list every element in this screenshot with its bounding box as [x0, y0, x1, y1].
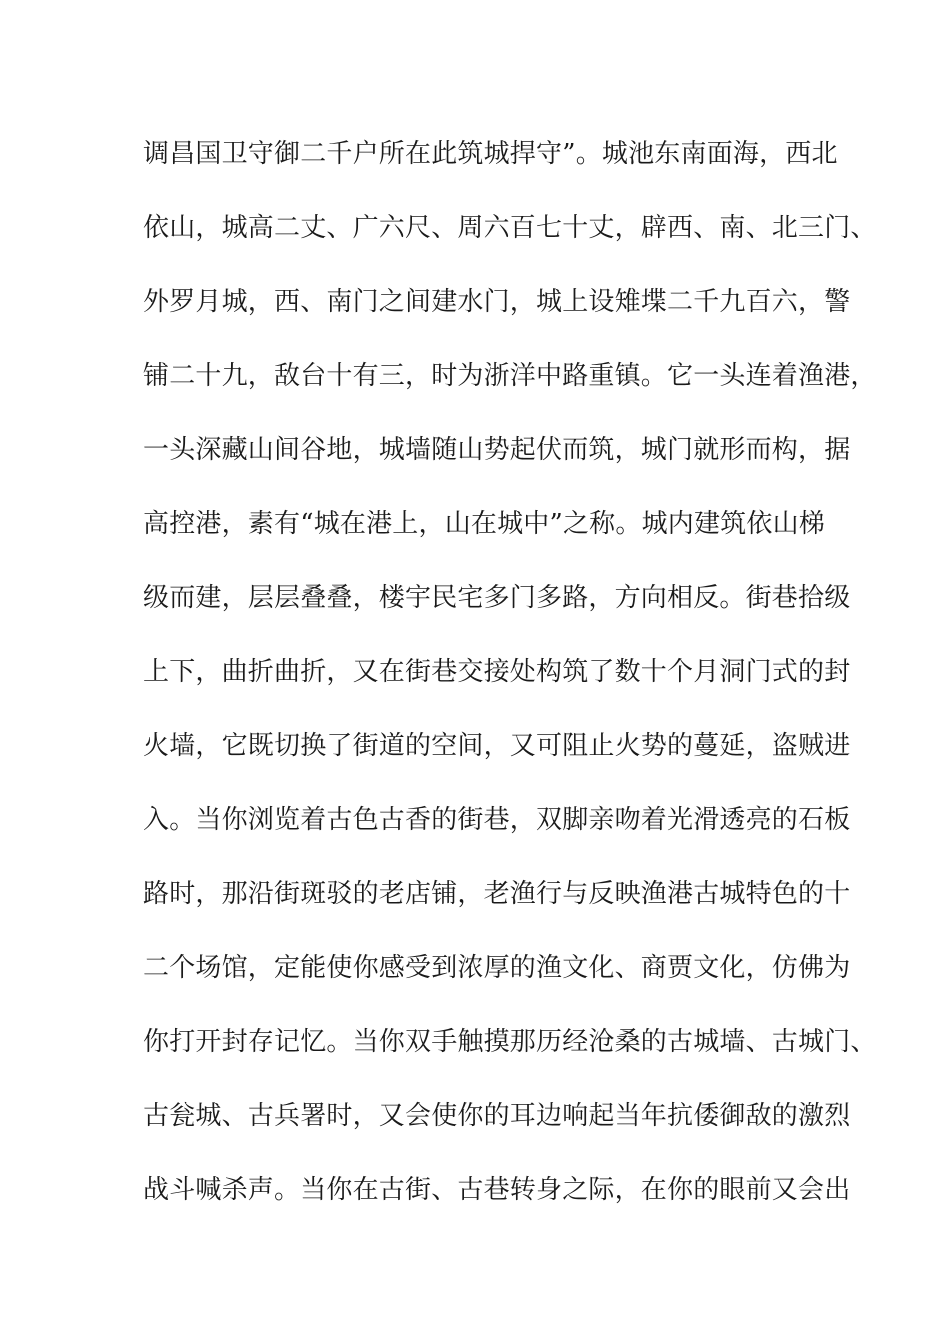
text-line: 铺二十九，敌台十有三，时为浙洋中路重镇。它一头连着渔港，: [143, 361, 877, 391]
text-line: 火墙，它既切换了街道的空间，又可阻止火势的蔓延，盗贼进: [143, 731, 851, 761]
text-line: 入。当你浏览着古色古香的街巷，双脚亲吻着光滑透亮的石板: [143, 805, 851, 835]
text-line: 你打开封存记忆。当你双手触摸那历经沧桑的古城墙、古城门、: [143, 1027, 877, 1057]
text-line: 级而建，层层叠叠，楼宇民宅多门多路，方向相反。街巷拾级: [143, 583, 851, 613]
text-line: 高控港，素有“城在港上，山在城中”之称。城内建筑依山梯: [143, 509, 825, 539]
text-line: 古瓮城、古兵署时，又会使你的耳边响起当年抗倭御敌的激烈: [143, 1101, 851, 1131]
body-text: [143, 128, 877, 1238]
text-line: 依山，城高二丈、广六尺、周六百七十丈，辟西、南、北三门、: [143, 213, 877, 243]
text-line: 战斗喊杀声。当你在古街、古巷转身之际，在你的眼前又会出: [143, 1175, 851, 1205]
text-line: 二个场馆，定能使你感受到浓厚的渔文化、商贾文化，仿佛为: [143, 953, 851, 983]
text-line: 路时，那沿街斑驳的老店铺，老渔行与反映渔港古城特色的十: [143, 879, 851, 909]
text-line: 调昌国卫守御二千户所在此筑城捍守”。城池东南面海，西北: [143, 139, 838, 169]
text-line: 外罗月城，西、南门之间建水门，城上设雉堞二千九百六，警: [143, 287, 851, 317]
text-line: 上下，曲折曲折，又在街巷交接处构筑了数十个月洞门式的封: [143, 657, 851, 687]
text-line: 一头深藏山间谷地，城墙随山势起伏而筑，城门就形而构，据: [143, 435, 851, 465]
